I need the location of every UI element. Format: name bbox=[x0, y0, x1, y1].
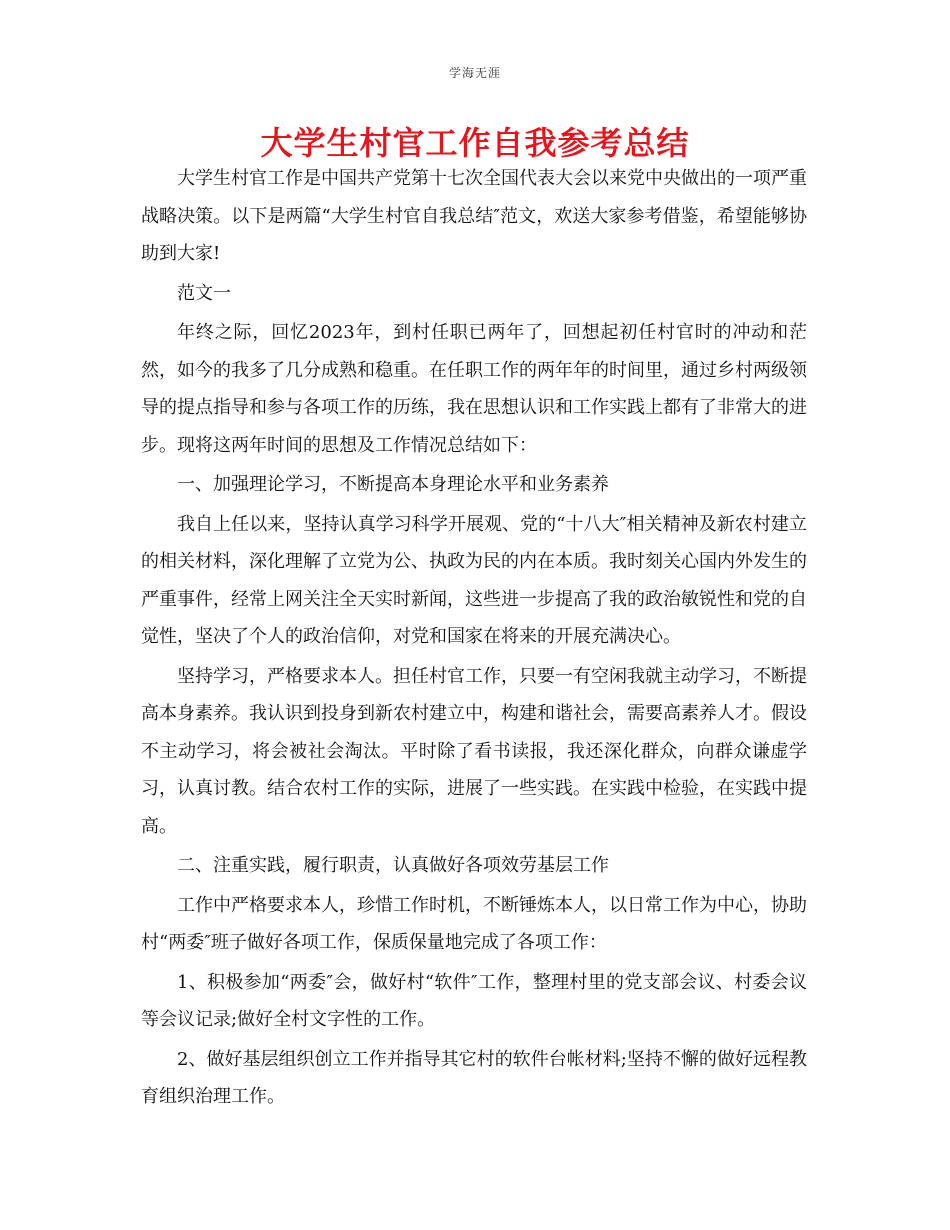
paragraph-self-discipline: 坚持学习，严格要求本人。担任村官工作，只要一有空闲我就主动学习，不断提高本身素养。我认识到投身到新农村建立中，构建和谐社会，需要高素养人才。假设不主动学习，将会被社会淘汰。平时除了看书读报，我还深化群众，向群众谦虚学习，认真讨教。结合农村工作的实际，进展了一些实践。在实践中检验，在实践中提高。 bbox=[141, 665, 807, 837]
document-body bbox=[141, 160, 807, 1118]
section-heading-1: 一、加强理论学习，不断提高本身理论水平和业务素养 bbox=[177, 474, 609, 495]
paragraph-work: 工作中严格要求本人，珍惜工作时机，不断锤炼本人，以日常工作为中心，协助村“两委″班子做好各项工作，保质保量地完成了各项工作： bbox=[141, 894, 807, 953]
paragraph-study: 我自上任以来，坚持认真学习科学开展观、党的“十八大″相关精神及新农村建立的相关材料，深化理解了立党为公、执政为民的内在本质。我时刻关心国内外发生的严重事件，经常上网关注全天实时新闻，这些进一步提高了我的政治敏锐性和党的自觉性，坚决了个人的政治信仰，对党和国家在将来的开展充满决心。 bbox=[141, 513, 807, 647]
list-item-1: 1、积极参加“两委″会，做好村“软件″工作，整理村里的党支部会议、村委会议等会议记录;做好全村文字性的工作。 bbox=[141, 971, 807, 1030]
paragraph-year-end: 年终之际，回忆2023年，到村任职已两年了，回想起初任村官时的冲动和茫然，如今的我多了几分成熟和稳重。在任职工作的两年年的时间里，通过乡村两级领导的提点指导和参与各项工作的历练，我在思想认识和工作实践上都有了非常大的进步。现将这两年时间的思想及工作情况总结如下： bbox=[141, 322, 807, 456]
section-heading-2: 二、注重实践，履行职责，认真做好各项效劳基层工作 bbox=[177, 855, 609, 876]
page-header: 学海无涯 bbox=[448, 66, 501, 80]
document-title: 大学生村官工作自我参考总结 bbox=[260, 124, 690, 162]
paragraph-sample-label: 范文一 bbox=[177, 282, 231, 304]
list-item-2: 2、做好基层组织创立工作并指导其它村的软件台帐材料;坚持不懈的做好远程教育组织治理工作。 bbox=[141, 1048, 807, 1107]
paragraph-intro: 大学生村官工作是中国共产党第十七次全国代表大会以来党中央做出的一项严重战略决策。以下是两篇“大学生村官自我总结″范文，欢送大家参考借鉴，希望能够协助到大家! bbox=[141, 168, 807, 264]
